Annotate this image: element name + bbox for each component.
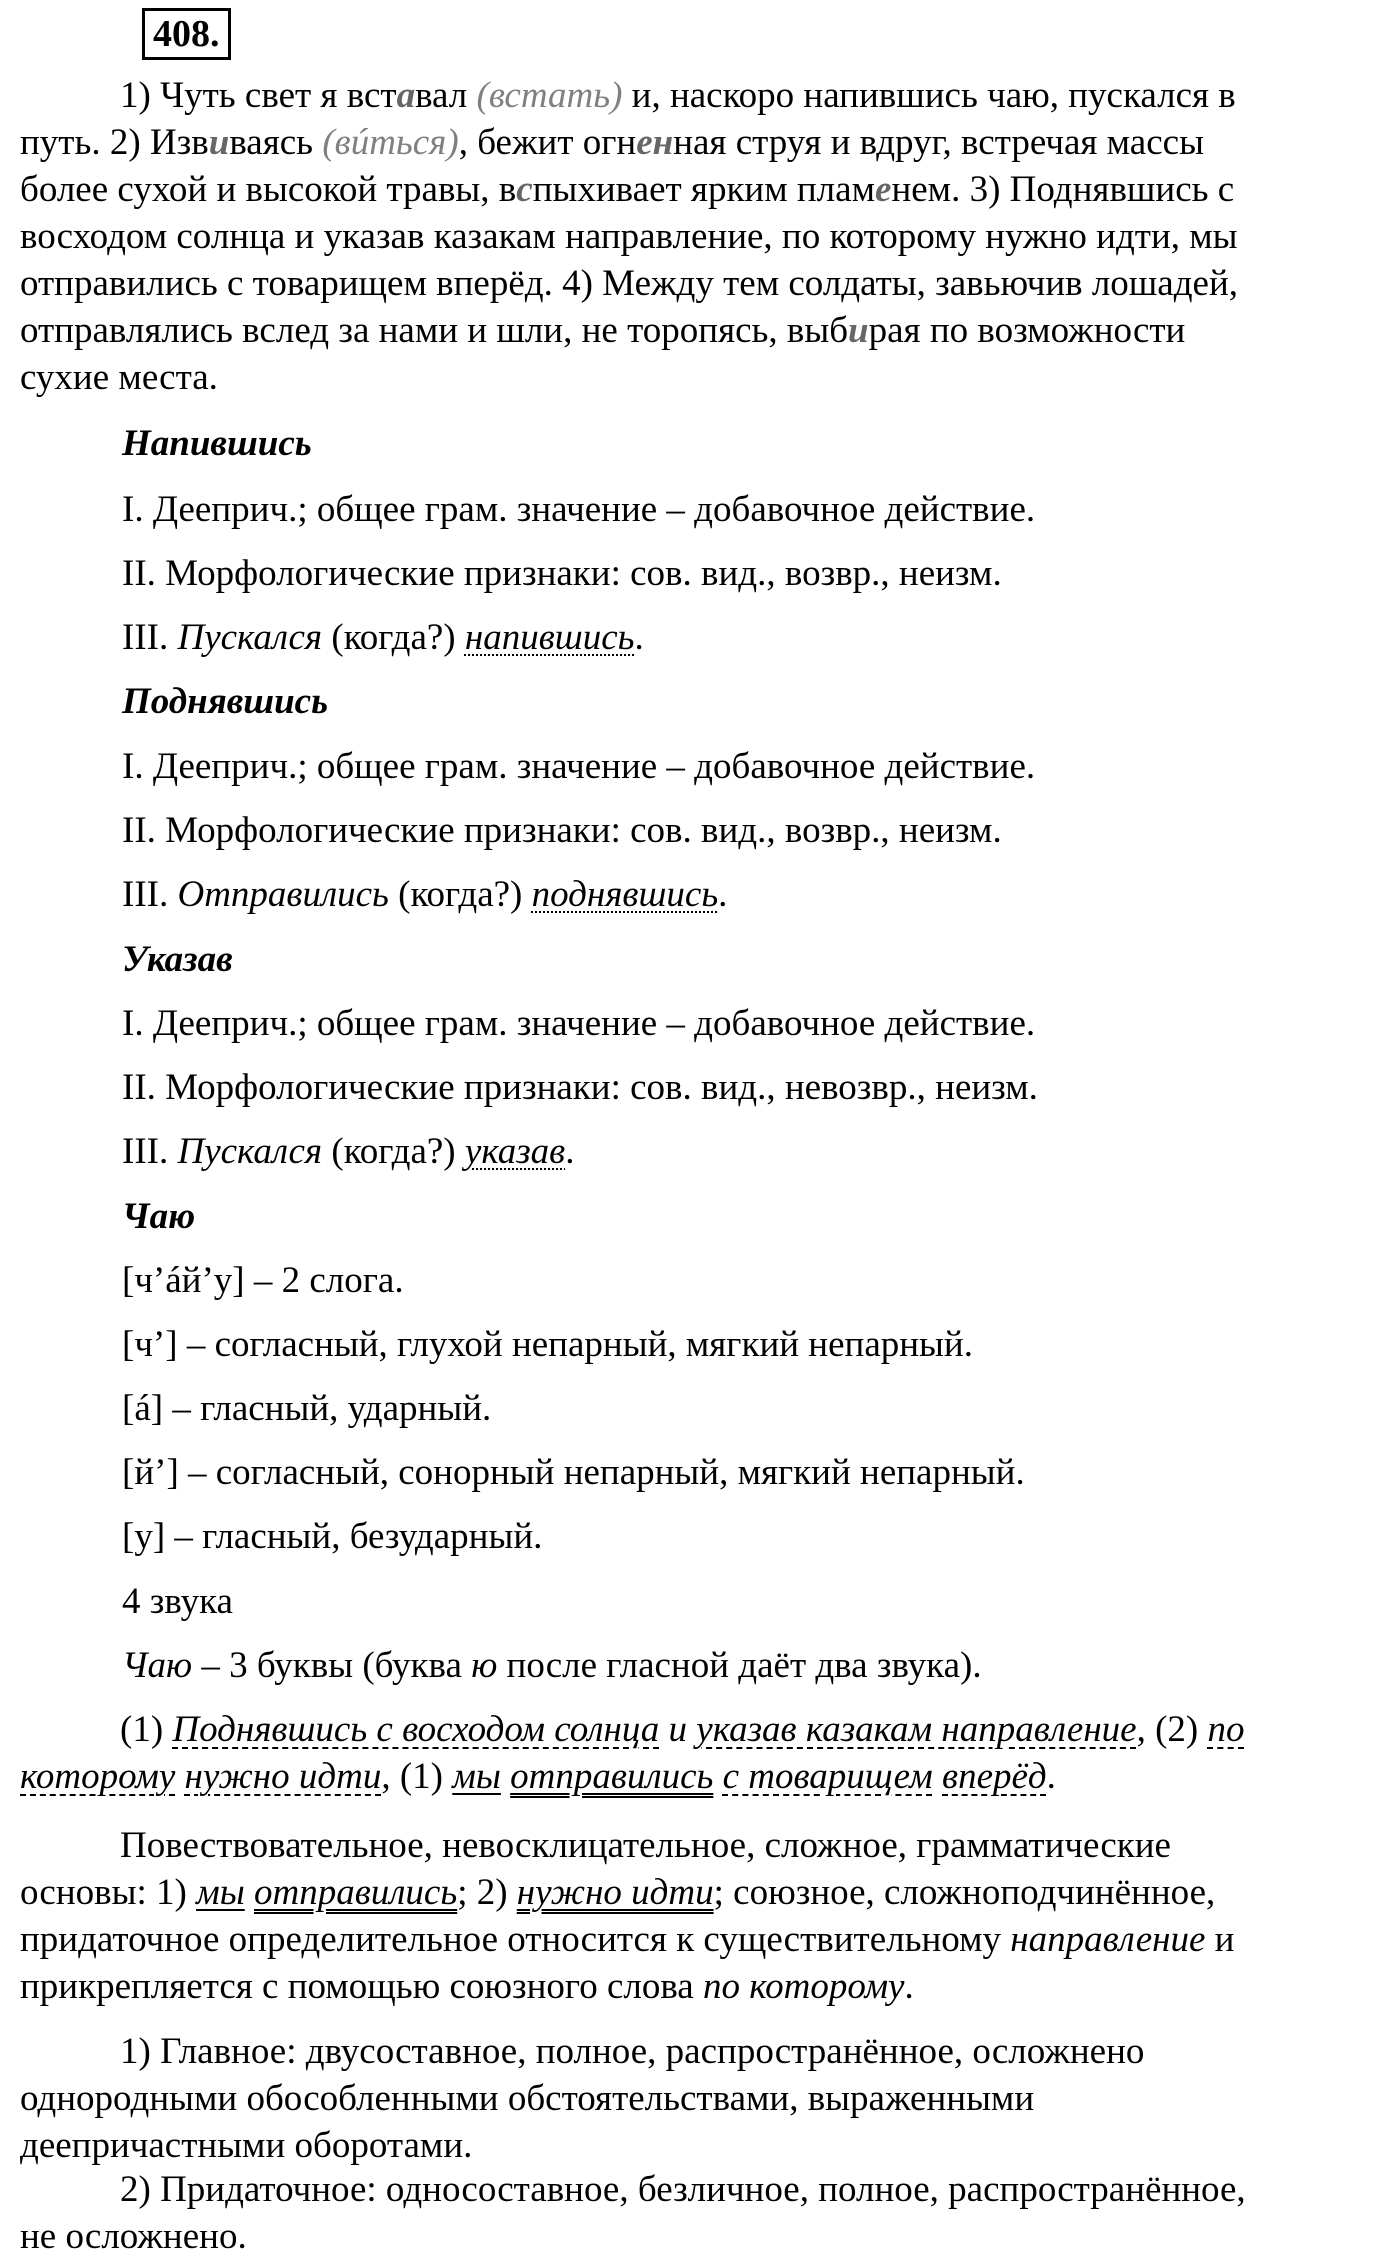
phonetic-letters: Чаю – 3 буквы (буква ю после гласной даёт два звука). bbox=[122, 1645, 982, 1686]
phonetic-heading: Чаю bbox=[122, 1196, 196, 1237]
text-line: придаточное определительное относится к существительному направление и bbox=[20, 1919, 1235, 1960]
analysis-line: II. Морфологические признаки: сов. вид., возвр., неизм. bbox=[122, 553, 1002, 594]
analysis-heading: Напившись bbox=[122, 423, 312, 464]
phonetic-line: [ч’] – согласный, глухой непарный, мягкий непарный. bbox=[122, 1324, 973, 1365]
analysis-heading: Поднявшись bbox=[122, 681, 329, 722]
text-line: 2) Придаточное: односоставное, безличное, полное, распространённое, bbox=[120, 2169, 1246, 2210]
text-line: 1) Главное: двусоставное, полное, распространённое, осложнено bbox=[120, 2031, 1145, 2072]
text-line: основы: 1) мы отправились; 2) нужно идти; союзное, сложноподчинённое, bbox=[20, 1872, 1216, 1913]
text-line: отправились с товарищем вперёд. 4) Между тем солдаты, завьючив лошадей, bbox=[20, 263, 1239, 304]
exercise-text bbox=[20, 72, 1380, 401]
text-line: не осложнено. bbox=[20, 2216, 247, 2257]
phonetic-line: [ч’áй’у] – 2 слога. bbox=[122, 1260, 404, 1301]
text-line: путь. 2) Извиваясь (вúться), бежит огненная струя и вдруг, встречая массы bbox=[20, 122, 1204, 163]
analysis-line: I. Дееприч.; общее грам. значение – добавочное действие. bbox=[122, 1003, 1036, 1044]
analysis-line: I. Дееприч.; общее грам. значение – добавочное действие. bbox=[122, 746, 1036, 787]
phonetic-line: [у] – гласный, безударный. bbox=[122, 1516, 543, 1557]
phonetic-line: [й’] – согласный, сонорный непарный, мягкий непарный. bbox=[122, 1452, 1025, 1493]
text-line: прикрепляется с помощью союзного слова по которому. bbox=[20, 1966, 914, 2007]
text-line: 1) Чуть свет я вставал (встать) и, наскоро напившись чаю, пускался в bbox=[120, 75, 1236, 116]
text-line: однородными обособленными обстоятельствами, выраженными bbox=[20, 2078, 1035, 2119]
text-line: сухие места. bbox=[20, 357, 218, 398]
analysis-line: II. Морфологические признаки: сов. вид., невозвр., неизм. bbox=[122, 1067, 1038, 1108]
sub-clause bbox=[20, 2166, 1380, 2260]
text-line: отправлялись вслед за нами и шли, не торопясь, выбирая по возможности bbox=[20, 310, 1186, 351]
analysis-line: III. Пускался (когда?) указав. bbox=[122, 1131, 575, 1172]
text-line: (1) Поднявшись с восходом солнца и указав казакам направление, (2) по bbox=[120, 1709, 1245, 1750]
phonetic-line: [á] – гласный, ударный. bbox=[122, 1388, 492, 1429]
analysis-line: III. Отправились (когда?) поднявшись. bbox=[122, 874, 728, 915]
analysis-line: II. Морфологические признаки: сов. вид., возвр., неизм. bbox=[122, 810, 1002, 851]
sentence-analysis bbox=[20, 1706, 1380, 1800]
text-line: которому нужно идти, (1) мы отправились с товарищем вперёд. bbox=[20, 1756, 1056, 1797]
analysis-line: I. Дееприч.; общее грам. значение – добавочное действие. bbox=[122, 489, 1036, 530]
text-line: восходом солнца и указав казакам направление, по которому нужно идти, мы bbox=[20, 216, 1238, 257]
main-clause bbox=[20, 2028, 1380, 2169]
text-line: более сухой и высокой травы, вспыхивает ярким пламенем. 3) Поднявшись с bbox=[20, 169, 1235, 210]
summary bbox=[20, 1822, 1380, 2010]
analysis-heading: Указав bbox=[122, 939, 233, 980]
text-line: деепричастными оборотами. bbox=[20, 2125, 473, 2166]
text-line: Повествовательное, невосклицательное, сложное, грамматические bbox=[120, 1825, 1171, 1866]
phonetic-line: 4 звука bbox=[122, 1581, 233, 1622]
exercise-number: 408. bbox=[142, 8, 231, 60]
analysis-line: III. Пускался (когда?) напившись. bbox=[122, 617, 644, 658]
